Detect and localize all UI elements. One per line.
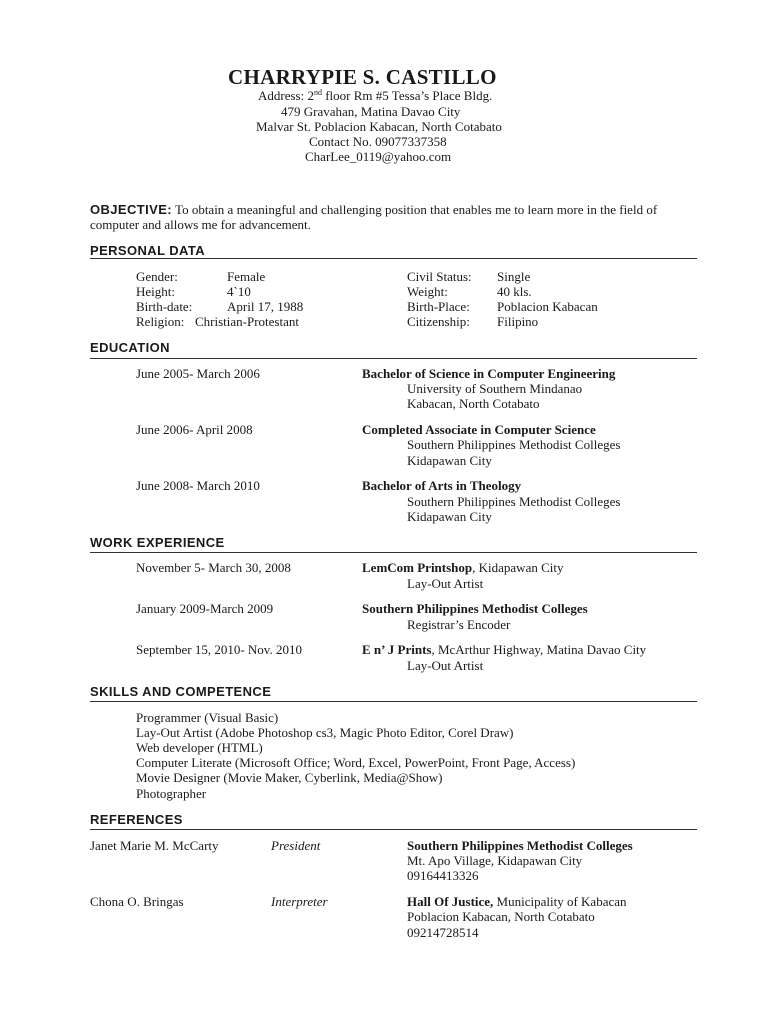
reference-address: Mt. Apo Village, Kidapawan City (407, 853, 583, 868)
personal-value: 4`10 (227, 284, 251, 299)
reference-org: Southern Philippines Methodist Colleges (407, 838, 633, 853)
work-employer: LemCom Printshop (362, 560, 473, 575)
education-degree: Completed Associate in Computer Science (362, 422, 596, 437)
personal-label: Gender: (136, 269, 178, 284)
section-heading-references: REFERENCES (90, 812, 183, 827)
skill-item: Computer Literate (Microsoft Office; Word, Excel, PowerPoint, Front Page, Access) (136, 755, 576, 770)
work-location: , McArthur Highway, Matina Davao City (431, 642, 647, 657)
section-divider (90, 829, 697, 830)
work-role: Lay-Out Artist (407, 658, 484, 673)
education-school: University of Southern Mindanao (407, 381, 583, 396)
work-employer-line (362, 601, 588, 616)
section-divider (90, 552, 697, 553)
skill-item: Photographer (136, 786, 207, 801)
work-date: January 2009-March 2009 (136, 601, 274, 616)
objective-text: To obtain a meaningful and challenging position that enables me to learn more in the field of computer and allows me for advancement. (90, 202, 658, 232)
work-date: September 15, 2010- Nov. 2010 (136, 642, 302, 657)
resume-name: CHARRYPIE S. CASTILLO (228, 65, 497, 89)
work-date: November 5- March 30, 2008 (136, 560, 291, 575)
address-line-1 (258, 88, 492, 103)
contact-number: Contact No. 09077337358 (309, 134, 447, 149)
work-employer-line (362, 642, 646, 657)
work-employer-line (362, 560, 563, 575)
skill-item: Programmer (Visual Basic) (136, 710, 279, 725)
education-date: June 2005- March 2006 (136, 366, 260, 381)
personal-label: Birth-date: (136, 299, 193, 314)
education-place: Kidapawan City (407, 509, 492, 524)
address-prefix: Address: 2 (258, 88, 314, 103)
skill-item: Web developer (HTML) (136, 740, 263, 755)
education-school: Southern Philippines Methodist Colleges (407, 437, 621, 452)
work-location: , Kidapawan City (472, 560, 564, 575)
address-line-2: 479 Gravahan, Matina Davao City (281, 104, 461, 119)
personal-label: Religion: (136, 314, 185, 329)
reference-phone: 09164413326 (407, 868, 479, 883)
education-date: June 2008- March 2010 (136, 478, 260, 493)
education-place: Kidapawan City (407, 453, 492, 468)
personal-value: Christian-Protestant (195, 314, 299, 329)
address-superscript: nd (313, 88, 322, 97)
reference-org-line (407, 894, 627, 909)
address-line-3: Malvar St. Poblacion Kabacan, North Cotabato (256, 119, 502, 134)
education-school: Southern Philippines Methodist Colleges (407, 494, 621, 509)
skill-item: Movie Designer (Movie Maker, Cyberlink, Media@Show) (136, 770, 443, 785)
personal-value: Single (497, 269, 531, 284)
reference-phone: 09214728514 (407, 925, 479, 940)
personal-label: Weight: (407, 284, 448, 299)
personal-value: April 17, 1988 (227, 299, 304, 314)
reference-org-rest: Municipality of Kabacan (493, 894, 627, 909)
reference-address: Poblacion Kabacan, North Cotabato (407, 909, 595, 924)
section-divider (90, 358, 697, 359)
section-divider (90, 701, 697, 702)
reference-org: Hall Of Justice, (407, 894, 494, 909)
work-employer: Southern Philippines Methodist Colleges (362, 601, 588, 616)
skill-item: Lay-Out Artist (Adobe Photoshop cs3, Magic Photo Editor, Corel Draw) (136, 725, 514, 740)
personal-value: Female (227, 269, 266, 284)
personal-label: Civil Status: (407, 269, 472, 284)
work-role: Lay-Out Artist (407, 576, 484, 591)
education-degree: Bachelor of Arts in Theology (362, 478, 522, 493)
personal-label: Birth-Place: (407, 299, 470, 314)
personal-value: Filipino (497, 314, 539, 329)
address-rest: floor Rm #5 Tessa’s Place Bldg. (321, 88, 493, 103)
reference-name: Chona O. Bringas (90, 894, 184, 909)
education-degree: Bachelor of Science in Computer Engineering (362, 366, 616, 381)
section-heading-personal: PERSONAL DATA (90, 243, 205, 258)
objective (90, 202, 702, 232)
section-heading-work: WORK EXPERIENCE (90, 535, 225, 550)
education-date: June 2006- April 2008 (136, 422, 253, 437)
personal-label: Citizenship: (407, 314, 470, 329)
section-heading-education: EDUCATION (90, 340, 170, 355)
work-role: Registrar’s Encoder (407, 617, 511, 632)
section-divider (90, 258, 697, 259)
personal-value: Poblacion Kabacan (497, 299, 598, 314)
education-place: Kabacan, North Cotabato (407, 396, 540, 411)
reference-title: President (271, 838, 321, 853)
work-employer: E n’ J Prints (362, 642, 432, 657)
objective-label: OBJECTIVE: (90, 202, 173, 217)
section-heading-skills: SKILLS AND COMPETENCE (90, 684, 272, 699)
email-address: CharLee_0119@yahoo.com (305, 149, 452, 164)
reference-name: Janet Marie M. McCarty (90, 838, 219, 853)
reference-org-line (407, 838, 633, 853)
personal-value: 40 kls. (497, 284, 532, 299)
reference-title: Interpreter (271, 894, 328, 909)
personal-label: Height: (136, 284, 175, 299)
